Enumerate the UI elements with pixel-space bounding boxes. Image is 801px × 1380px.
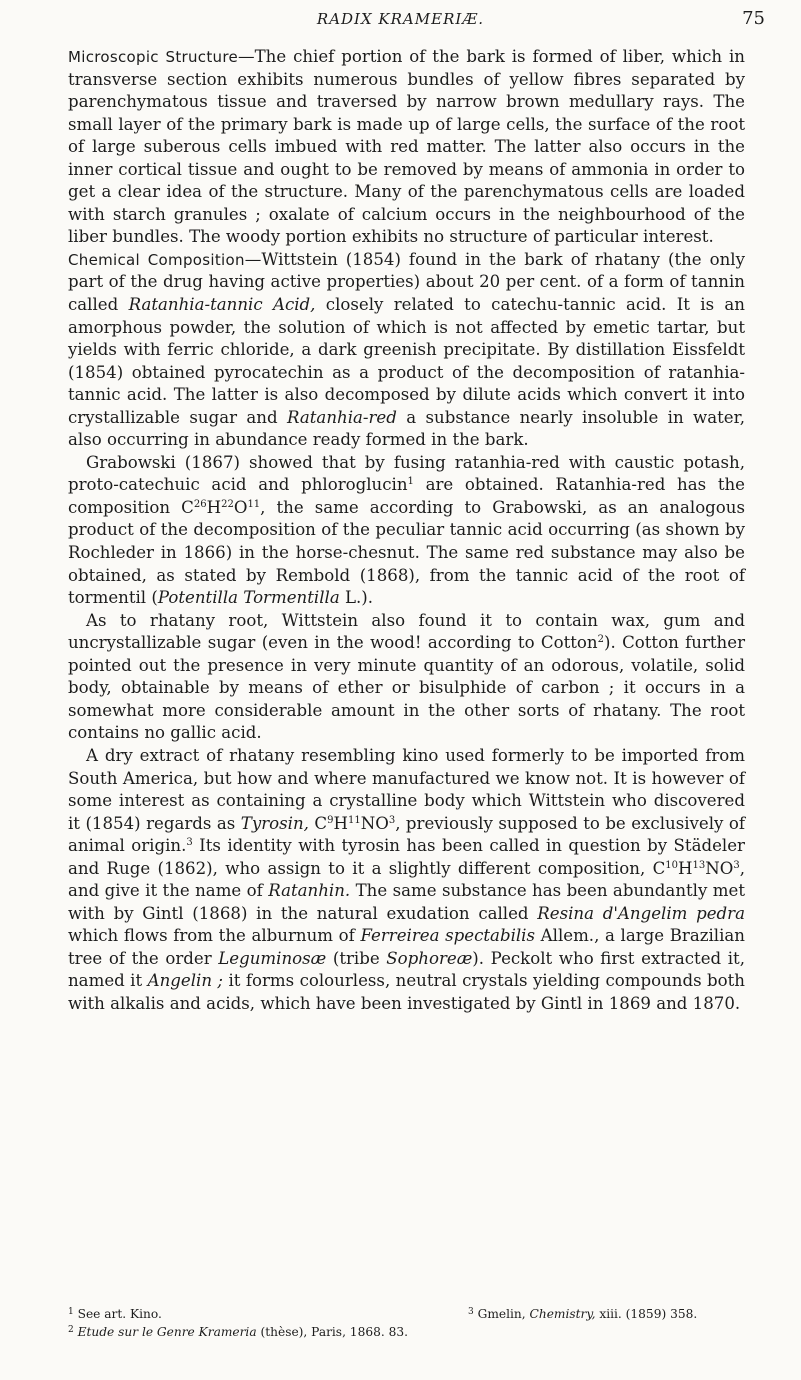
- section-heading: Microscopic Structure: [68, 48, 239, 66]
- paragraph-grabowski: Grabowski (1867) showed that by fusing ratanhia-red with caustic potash, proto-catechuic acid and phloroglucin$^1$ are obtained. Ratanhia-red has the composition $C^{26}H^{22}O^{11}$, the same according to Grabowski, as an analogous product of the decomposition of the peculiar tannic acid occurring (as shown by Rochleder in 1866) in the horse-chesnut. The same red substance may also be obtained, as stated by Rembold (1868), from the tannic acid of the root of tormentil (Potentilla Tormentilla L.).: [68, 452, 745, 608]
- body-text: [68, 46, 745, 1016]
- footnotes: [68, 1306, 758, 1341]
- running-title: RADIX KRAMERIÆ.: [316, 10, 485, 28]
- paragraph-chemical-composition: Chemical Composition—Wittstein (1854) found in the bark of rhatany (the only part of the drug having active properties) about 20 per cent. of a form of tannin called Ratanhia-tannic Acid, closely related to catechu-tannic acid. It is an amorphous powder, the solution of which is not affected by emetic tartar, but yields with ferric chloride, a dark greenish precipitate. By distillation Eissfeldt (1854) obtained pyrocatechin as a product of the decomposition of ratanhia-tannic acid. The latter is also decomposed by dilute acids which convert it into crystallizable sugar and Ratanhia-red a substance nearly insoluble in water, also occurring in abundance ready formed in the bark.: [68, 249, 745, 450]
- page-number: 75: [742, 8, 765, 29]
- paragraph-dry-extract: A dry extract of rhatany resembling kino used formerly to be imported from South America, but how and where manufactured we know not. It is however of some interest as containing a crystalline body which Wittstein who discovered it (1854) regards as Tyrosin, $C^9H^{11}NO^3$, previously supposed to be exclusively of animal origin.$^3$ Its identity with tyrosin has been called in question by Städeler and Ruge (1862), who assign to it a slightly different composition, $C^{10}H^{13}NO^3$, and give it the name of Ratanhin. The same substance has been abundantly met with by Gintl (1868) in the natural exudation called Resina d'Angelim pedra which flows from the alburnum of Ferreirea spectabilis Allem., a large Brazilian tree of the order Leguminosæ (tribe Sophoreæ). Peckolt who first extracted it, named it Angelin ; it forms colourless, neutral crystals yielding compounds both with alkalis and acids, which have been investigated by Gintl in 1869 and 1870.: [68, 745, 745, 1013]
- running-head: [0, 8, 801, 34]
- section-heading: Chemical Composition: [68, 250, 245, 269]
- paragraph-microscopic-structure: Microscopic Structure—The chief portion of the bark is formed of liber, which in transverse section exhibits numerous bundles of yellow fibres separated by parenchymatous tissue and traversed by narrow brown medullary rays. The small layer of the primary bark is made up of large cells, the surface of the root of large suberous cells imbued with red matter. The latter also occurs in the inner cortical tissue and ought to be removed by means of ammonia in order to get a clear idea of the structure. Many of the parenchymatous cells are loaded with starch granules ; oxalate of calcium occurs in the neighbourhood of the liber bundles. The woody portion exhibits no structure of particular interest.: [68, 47, 745, 247]
- paragraph-rhatany-root: As to rhatany root, Wittstein also found it to contain wax, gum and uncrystallizable sugar (even in the wood! according to Cotton$^2$). Cotton further pointed out the presence in very minute quantity of an odorous, volatile, solid body, obtainable by means of ether or bisulphide of carbon ; it occurs in a somewhat more considerable amount in the other sorts of rhatany. The root contains no gallic acid.: [68, 610, 745, 743]
- footnote-2: $^2$ Etude sur le Genre Krameria (thèse), Paris, 1868. 83.: [68, 1324, 408, 1339]
- footnote-ref: 3: [186, 837, 193, 849]
- footnote-ref: 1: [407, 476, 414, 488]
- footnote-1: $^1$ See art. Kino.: [68, 1307, 162, 1321]
- footnote-3: $^3$ Gmelin, Chemistry, xiii. (1859) 358.: [468, 1307, 698, 1321]
- footnote-ref: 2: [597, 634, 604, 646]
